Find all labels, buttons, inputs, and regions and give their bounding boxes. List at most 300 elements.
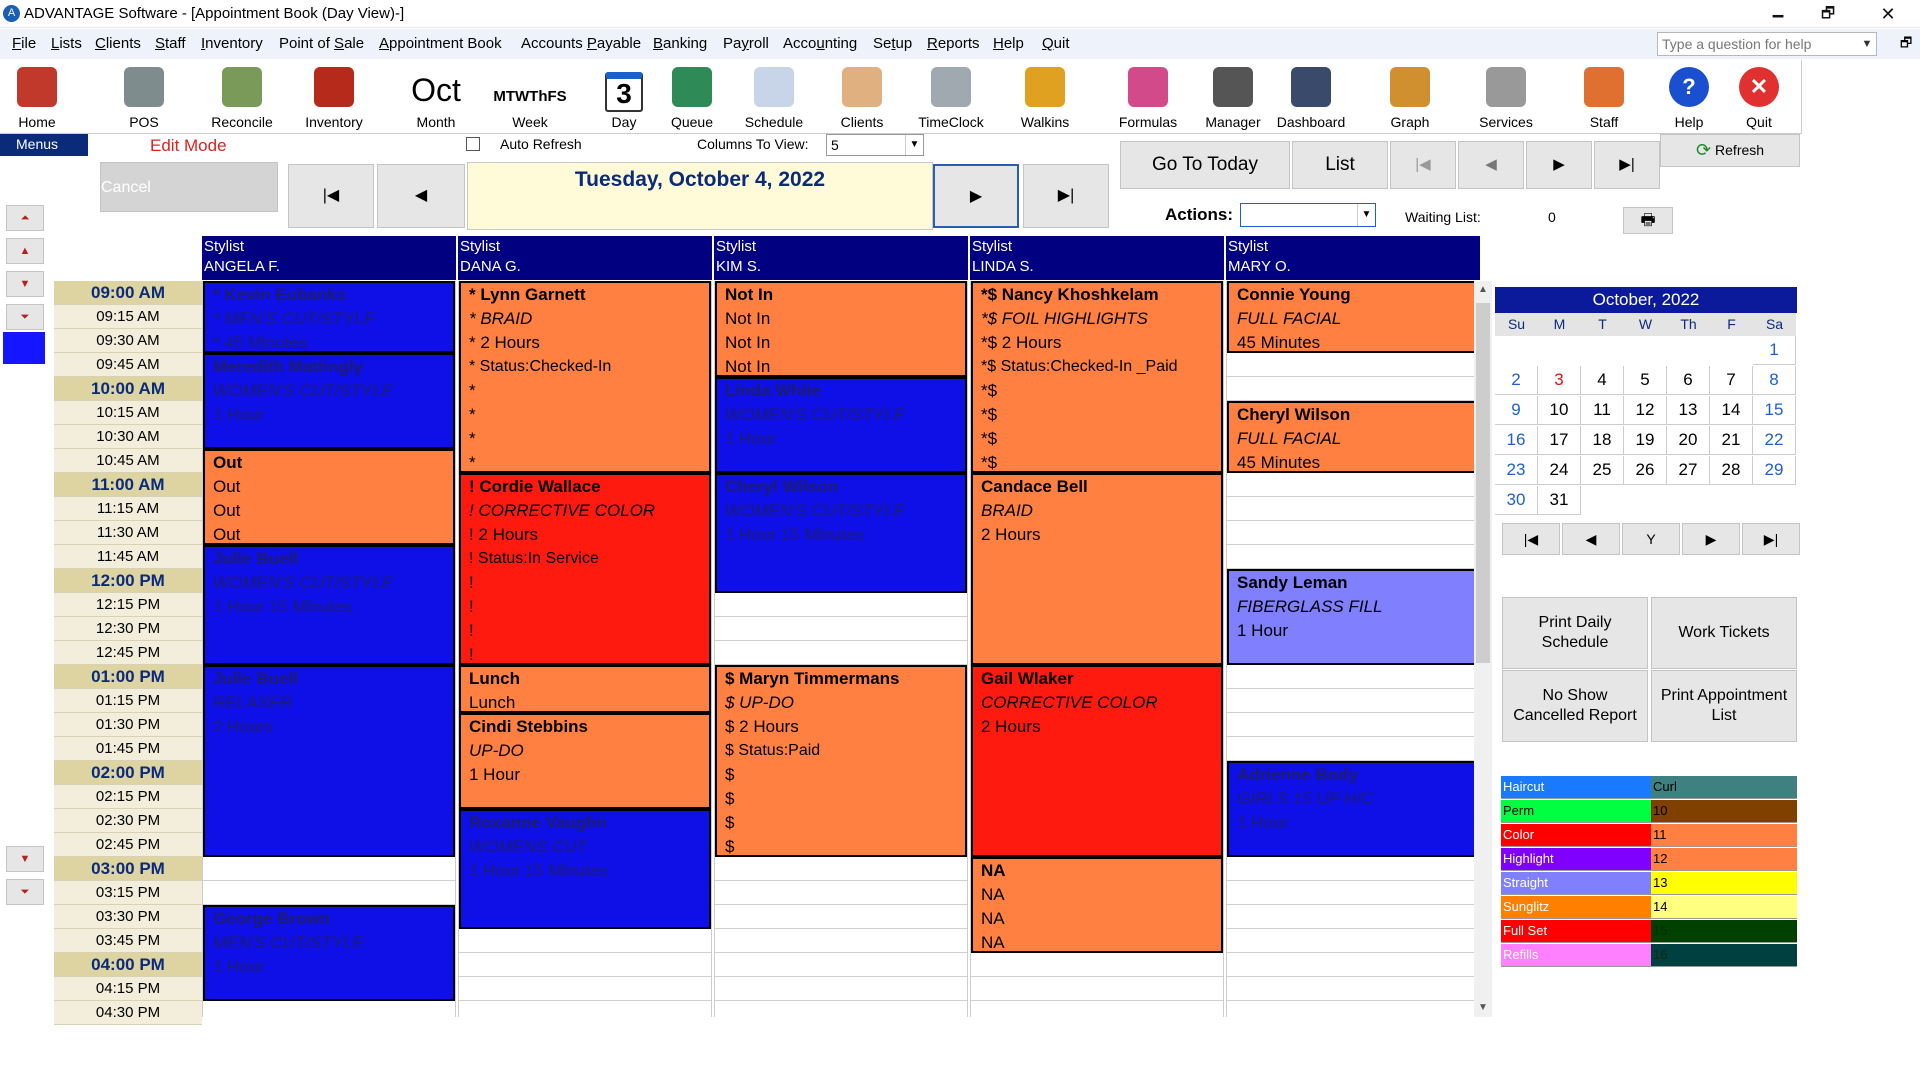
service-name: WOMENS CUT xyxy=(469,837,588,856)
time-slot-label: 02:00 PM xyxy=(54,761,202,785)
print-appointment-list-button[interactable]: Print Appointment List xyxy=(1651,670,1797,742)
appointment-block[interactable] xyxy=(459,281,711,473)
slot-line xyxy=(715,904,967,905)
calendar-day[interactable]: 14 xyxy=(1710,396,1753,425)
service-name: *$ FOIL HIGHLIGHTS xyxy=(981,309,1148,328)
time-slot-label: 09:15 AM xyxy=(54,305,202,329)
auto-refresh-checkbox[interactable]: Auto Refresh xyxy=(466,136,582,152)
time-slot-label: 10:15 AM xyxy=(54,401,202,425)
app-logo-icon: A xyxy=(3,5,20,22)
schedule-scrollbar[interactable] xyxy=(1474,281,1492,1017)
slot-line xyxy=(971,976,1223,977)
time-slot-label: 03:00 PM xyxy=(54,857,202,881)
calendar-weekday: W xyxy=(1624,313,1667,336)
slot-line xyxy=(1227,496,1479,497)
client-name: Lunch xyxy=(469,669,520,688)
chevron-up-icon[interactable]: ▲ xyxy=(1478,284,1488,295)
calendar-day[interactable]: 26 xyxy=(1624,456,1667,485)
clock-icon xyxy=(931,67,971,107)
appointment-block[interactable] xyxy=(203,545,455,665)
menu-item[interactable]: Clients xyxy=(95,35,141,52)
appointment-detail: * xyxy=(469,381,476,400)
appointment-block[interactable] xyxy=(715,281,967,377)
service-name: BRAID xyxy=(981,501,1033,520)
list-button[interactable]: List xyxy=(1292,141,1388,189)
checkbox-icon[interactable] xyxy=(466,137,480,151)
calendar-day[interactable]: 25 xyxy=(1581,456,1624,485)
slot-line xyxy=(1227,544,1479,545)
toolbar-label: Walkins xyxy=(1020,114,1070,130)
time-slot-label: 01:45 PM xyxy=(54,737,202,761)
calendar-day[interactable]: 10 xyxy=(1538,396,1581,425)
actions-label: Actions: xyxy=(1165,205,1233,224)
scroll-top-button[interactable]: ⏶ xyxy=(6,205,44,231)
calendar-weekday: Sa xyxy=(1753,313,1796,336)
appointment-detail: ! xyxy=(469,621,474,640)
chevron-down-icon[interactable]: ▼ xyxy=(1861,38,1873,50)
toolbar-label: Staff xyxy=(1589,114,1619,130)
toolbar-label: Formulas xyxy=(1118,114,1178,130)
prev-day-button[interactable]: ◀ xyxy=(377,164,465,228)
appointment-detail: Out xyxy=(213,525,241,544)
calendar-day[interactable]: 24 xyxy=(1538,456,1581,485)
printer-icon: 🖶 xyxy=(1640,212,1656,229)
calendar-day[interactable]: 21 xyxy=(1710,426,1753,455)
stylist-column[interactable] xyxy=(458,281,712,1017)
appointment-block[interactable] xyxy=(203,905,455,1001)
toolbar-label: TimeClock xyxy=(918,114,984,130)
scroll-bottom-button[interactable]: ⏷ xyxy=(6,304,44,330)
appointment-detail: NA xyxy=(981,909,1005,928)
money-icon xyxy=(222,67,262,107)
stylist-column-header xyxy=(202,236,456,280)
toolbar-clients-button[interactable] xyxy=(817,60,907,134)
client-name: Linda White xyxy=(725,381,822,400)
calendar-last-button[interactable]: ▶| xyxy=(1742,523,1800,555)
calendar-day[interactable]: 29 xyxy=(1753,456,1796,485)
menu-item[interactable]: Lists xyxy=(51,35,82,52)
slot-line xyxy=(1227,976,1479,977)
appointment-detail: $ xyxy=(725,813,735,832)
client-name: George Brown xyxy=(213,909,331,928)
calendar-day[interactable]: 15 xyxy=(1753,396,1796,425)
cancel-button[interactable]: Cancel xyxy=(100,162,278,212)
service-name: Lunch xyxy=(469,693,516,712)
legend-swatch: Sunglitz xyxy=(1501,896,1651,919)
calendar-day[interactable]: 27 xyxy=(1667,456,1710,485)
calendar-day[interactable]: 12 xyxy=(1624,396,1667,425)
toolbar-schedule-button[interactable] xyxy=(729,60,819,134)
no-show-cancelled-report-button[interactable]: No Show Cancelled Report xyxy=(1502,670,1648,742)
toolbar-manager-button[interactable] xyxy=(1188,60,1278,134)
current-date-display xyxy=(467,162,933,230)
dashboard-icon xyxy=(1291,67,1331,107)
columns-to-view-label: Columns To View: xyxy=(697,136,809,152)
toolbar-label: POS xyxy=(129,114,159,130)
toolbar-month-button[interactable] xyxy=(391,60,481,134)
scroll-down-button[interactable]: ▼ xyxy=(6,271,44,297)
time-slot-label: 01:30 PM xyxy=(54,713,202,737)
appointment-detail: 45 Minutes xyxy=(1237,333,1321,352)
formulas-icon xyxy=(1128,67,1168,107)
menu-item[interactable]: File xyxy=(12,35,37,52)
toolbar-label: Month xyxy=(416,114,456,130)
menu-item[interactable]: Accounts Payable xyxy=(521,35,642,52)
calendar-day[interactable]: 16 xyxy=(1495,426,1538,455)
toolbar-pos-button[interactable] xyxy=(99,60,189,134)
appointment-detail: Not In xyxy=(725,357,771,376)
calendar-day[interactable]: 31 xyxy=(1538,486,1581,515)
calendar-weekday: Th xyxy=(1667,313,1710,336)
client-name: Candace Bell xyxy=(981,477,1088,496)
prev-page-button[interactable]: ◀ xyxy=(1458,141,1524,189)
toolbar-label: Home xyxy=(18,114,56,130)
appointment-block[interactable] xyxy=(1227,761,1479,857)
slot-line xyxy=(1227,904,1479,905)
appointment-detail: 45 Minutes xyxy=(1237,453,1321,472)
calendar-prev-button[interactable]: ◀ xyxy=(1562,523,1620,555)
slot-line xyxy=(1227,712,1479,713)
client-name: Connie Young xyxy=(1237,285,1351,304)
slot-line xyxy=(1227,736,1479,737)
appointment-block[interactable] xyxy=(715,473,967,593)
client-name: Cindi Stebbins xyxy=(469,717,588,736)
stylist-column[interactable] xyxy=(202,281,456,1017)
legend-swatch: 15 xyxy=(1651,920,1797,943)
toolbar-dashboard-button[interactable] xyxy=(1266,60,1356,134)
slot-line xyxy=(715,616,967,617)
appointment-detail: $ 2 Hours xyxy=(725,717,799,736)
toolbar-label: Inventory xyxy=(305,114,363,130)
menu-item[interactable]: Staff xyxy=(155,35,186,52)
stylist-role: Stylist xyxy=(204,238,245,255)
stylist-name: ANGELA F. xyxy=(204,258,280,275)
client-name: NA xyxy=(981,861,1006,880)
toolbar-reconcile-button[interactable] xyxy=(197,60,287,134)
toolbar-label: Dashboard xyxy=(1276,114,1346,130)
menu-item[interactable]: Accounting xyxy=(783,35,858,52)
appointment-detail: *$ xyxy=(981,381,998,400)
calendar-next-button[interactable]: ▶ xyxy=(1682,523,1740,555)
slot-line xyxy=(715,952,967,953)
toolbar-inventory-button[interactable] xyxy=(289,60,379,134)
slot-line xyxy=(1227,688,1479,689)
stylist-column-header xyxy=(458,236,712,280)
calendar-weekday: Su xyxy=(1495,313,1538,336)
legend-swatch: Haircut xyxy=(1501,776,1651,799)
slot-line xyxy=(459,976,711,977)
appointment-detail: * 2 Hours xyxy=(469,333,540,352)
legend-swatch: Straight xyxy=(1501,872,1651,895)
time-slot-label: 03:30 PM xyxy=(54,905,202,929)
scrollbar-thumb[interactable] xyxy=(1476,303,1490,663)
appointment-block[interactable] xyxy=(1227,401,1479,473)
queue-icon xyxy=(672,67,712,107)
columns-to-view-select[interactable]: 5 ▼ xyxy=(826,134,924,156)
appointment-detail: Out xyxy=(213,501,241,520)
calendar-day[interactable]: 9 xyxy=(1495,396,1538,425)
appointment-detail: 2 Hours xyxy=(981,717,1041,736)
service-name: * BRAID xyxy=(469,309,533,328)
title-bar xyxy=(0,0,1920,28)
time-slot-label: 11:15 AM xyxy=(54,497,202,521)
walkins-icon xyxy=(1025,67,1065,107)
time-slot-label: 04:30 PM xyxy=(54,1001,202,1025)
calendar-day[interactable]: 3 xyxy=(1538,366,1581,395)
help-search-input[interactable]: Type a question for help ▼ xyxy=(1657,32,1877,56)
toolbar-home-button[interactable] xyxy=(0,60,82,134)
appointment-block[interactable] xyxy=(971,857,1223,953)
client-name: Roxanne Vaughn xyxy=(469,813,607,832)
edit-mode-label: Edit Mode xyxy=(150,136,227,155)
scroll-up-button[interactable]: ▲ xyxy=(6,238,44,264)
client-name: * Kevin Eubanks xyxy=(213,285,347,304)
appointment-block[interactable] xyxy=(971,665,1223,857)
appointment-block[interactable] xyxy=(971,281,1223,473)
restore-child-icon[interactable]: 🗗 xyxy=(1900,35,1913,50)
calendar-weekday: F xyxy=(1710,313,1753,336)
calendar-day[interactable]: 5 xyxy=(1624,366,1667,395)
go-to-today-button[interactable]: Go To Today xyxy=(1120,141,1290,189)
slot-line xyxy=(203,880,455,881)
actions-select[interactable] xyxy=(1240,203,1376,227)
toolbar-graph-button[interactable] xyxy=(1365,60,1455,134)
main-toolbar xyxy=(0,60,1802,134)
legend-swatch: Perm xyxy=(1501,800,1651,823)
time-slot-label: 09:30 AM xyxy=(54,329,202,353)
appointment-detail: *$ xyxy=(981,453,998,472)
time-slot-label: 12:30 PM xyxy=(54,617,202,641)
stylist-role: Stylist xyxy=(972,238,1013,255)
toolbar-label: Schedule xyxy=(744,114,804,130)
appointment-detail: ! xyxy=(469,645,474,664)
appointment-block[interactable] xyxy=(203,449,455,545)
last-page-button[interactable]: ▶| xyxy=(1594,141,1660,189)
appointment-detail: 1 Hour 15 Minutes xyxy=(213,597,352,616)
time-slot-label: 10:30 AM xyxy=(54,425,202,449)
toolbar-quit-button[interactable] xyxy=(1714,60,1804,134)
calendar-day[interactable]: 19 xyxy=(1624,426,1667,455)
calendar-day[interactable]: 4 xyxy=(1581,366,1624,395)
appointment-block[interactable] xyxy=(1227,281,1479,353)
calendar-day[interactable]: 18 xyxy=(1581,426,1624,455)
calendar-day[interactable]: 11 xyxy=(1581,396,1624,425)
current-slot-indicator xyxy=(3,332,45,364)
menu-item[interactable]: Payroll xyxy=(723,35,769,52)
client-name: Cheryl Wilson xyxy=(725,477,839,496)
next-day-button[interactable]: ▶ xyxy=(933,164,1019,228)
appointment-detail: $ xyxy=(725,765,735,784)
stylist-role: Stylist xyxy=(716,238,757,255)
toolbar-label: Reconcile xyxy=(211,114,273,130)
service-name: Out xyxy=(213,477,241,496)
appointment-block[interactable] xyxy=(459,473,711,665)
calendar-day[interactable]: 17 xyxy=(1538,426,1581,455)
time-slot-label: 01:00 PM xyxy=(54,665,202,689)
appointment-detail: * Status:Checked-In xyxy=(469,358,612,375)
calendar-day[interactable]: 22 xyxy=(1753,426,1796,455)
service-name: NA xyxy=(981,885,1005,904)
appointment-block[interactable] xyxy=(203,665,455,857)
appointment-detail: *$ Status:Checked-In _Paid xyxy=(981,358,1178,375)
appointment-detail: ! xyxy=(469,597,474,616)
calendar-day[interactable]: 23 xyxy=(1495,456,1538,485)
waiting-list-count: 0 xyxy=(1548,209,1556,225)
appointment-detail: 1 Hour xyxy=(725,429,777,448)
menus-button[interactable]: Menus xyxy=(0,134,88,156)
appointment-block[interactable] xyxy=(715,665,967,857)
calendar-day[interactable]: 8 xyxy=(1753,366,1796,395)
chevron-down-icon[interactable]: ▼ xyxy=(905,135,923,155)
legend-swatch: Full Set xyxy=(1501,920,1651,943)
appointment-detail: *$ xyxy=(981,429,998,448)
appointment-block[interactable] xyxy=(971,473,1223,665)
appointment-detail: 1 Hour xyxy=(1237,621,1289,640)
work-tickets-button[interactable]: Work Tickets xyxy=(1651,597,1797,669)
appointment-block[interactable] xyxy=(715,377,967,473)
toolbar-label: Help xyxy=(1674,114,1704,130)
refresh-button[interactable]: ⟳ Refresh xyxy=(1660,134,1800,167)
service-name: ! CORRECTIVE COLOR xyxy=(469,501,656,520)
toolbar-queue-button[interactable] xyxy=(647,60,737,134)
legend-swatch: 14 xyxy=(1651,896,1797,919)
home-icon xyxy=(17,67,57,107)
next-page-button[interactable]: ▶ xyxy=(1526,141,1592,189)
client-name: ! Cordie Wallace xyxy=(469,477,601,496)
toolbar-label: Clients xyxy=(840,114,884,130)
appointment-detail: 1 Hour xyxy=(213,957,265,976)
toolbar-week-button[interactable] xyxy=(485,60,575,134)
client-name: * Lynn Garnett xyxy=(469,285,586,304)
stylist-role: Stylist xyxy=(460,238,501,255)
appointment-block[interactable] xyxy=(459,665,711,713)
calendar-day[interactable]: 7 xyxy=(1710,366,1753,395)
first-page-button[interactable]: |◀ xyxy=(1390,141,1456,189)
appointment-detail: ! Status:In Service xyxy=(469,550,599,567)
menu-bar xyxy=(0,29,1920,59)
service-name: UP-DO xyxy=(469,741,524,760)
stylist-name: LINDA S. xyxy=(972,258,1034,275)
toolbar-services-button[interactable] xyxy=(1461,60,1551,134)
slot-line xyxy=(1227,880,1479,881)
calendar-first-button[interactable]: |◀ xyxy=(1502,523,1560,555)
menu-item[interactable]: Setup xyxy=(873,35,913,52)
chevron-down-icon[interactable]: ▼ xyxy=(1478,1002,1488,1013)
print-daily-schedule-button[interactable]: Print Daily Schedule xyxy=(1502,597,1648,669)
appointment-detail: $ xyxy=(725,837,735,856)
legend-swatch: 13 xyxy=(1651,872,1797,895)
legend-swatch: Highlight xyxy=(1501,848,1651,871)
legend-swatch: 10 xyxy=(1651,800,1797,823)
calendar-day[interactable]: 13 xyxy=(1667,396,1710,425)
appointment-detail: * xyxy=(469,405,476,424)
cash-register-icon xyxy=(124,67,164,107)
stylist-column-header xyxy=(714,236,968,280)
service-name: Not In xyxy=(725,309,771,328)
time-slot-label: 11:45 AM xyxy=(54,545,202,569)
menu-item[interactable]: Help xyxy=(993,35,1024,52)
scroll-down-button[interactable]: ▼ xyxy=(6,846,44,872)
calendar-day[interactable]: 1 xyxy=(1753,336,1796,365)
appointment-detail: 1 Hour xyxy=(469,765,521,784)
time-slot-label: 02:30 PM xyxy=(54,809,202,833)
toolbar-label: Day xyxy=(611,114,637,130)
time-slot-label: 10:45 AM xyxy=(54,449,202,473)
appointment-block[interactable] xyxy=(203,281,455,353)
stylist-column[interactable] xyxy=(714,281,968,1017)
chevron-down-icon[interactable]: ▼ xyxy=(1357,204,1375,226)
time-slot-label: 02:15 PM xyxy=(54,785,202,809)
stylist-name: DANA G. xyxy=(460,258,521,275)
menu-item[interactable]: Appointment Book xyxy=(379,35,502,52)
close-window-button[interactable]: ✕ xyxy=(1880,4,1896,24)
appointment-detail: 2 Hours xyxy=(213,717,273,736)
client-name: Sandy Leman xyxy=(1237,573,1348,592)
calendar-month-title: October, 2022 xyxy=(1495,287,1797,313)
appointment-detail: $ Status:Paid xyxy=(725,742,821,759)
calendar-day[interactable]: 6 xyxy=(1667,366,1710,395)
service-name: FULL FACIAL xyxy=(1237,429,1342,448)
service-name: WOMEN'S CUT/STYLE xyxy=(725,501,905,520)
month-icon: Oct xyxy=(411,72,461,108)
slot-line xyxy=(715,928,967,929)
appointment-detail: Not In xyxy=(725,333,771,352)
stylist-role: Stylist xyxy=(1228,238,1269,255)
stylist-column[interactable] xyxy=(970,281,1224,1017)
menu-item[interactable]: Inventory xyxy=(201,35,263,52)
menu-item[interactable]: Banking xyxy=(653,35,708,52)
menu-item[interactable]: Reports xyxy=(927,35,980,52)
calendar-day[interactable]: 2 xyxy=(1495,366,1538,395)
toolbar-timeclock-button[interactable] xyxy=(906,60,996,134)
restore-button[interactable]: 🗗 xyxy=(1820,5,1836,22)
slot-line xyxy=(459,952,711,953)
manager-icon xyxy=(1213,67,1253,107)
last-day-button[interactable]: ▶| xyxy=(1023,164,1109,228)
time-column xyxy=(54,281,202,1021)
toolbar-label: Services xyxy=(1479,114,1533,130)
time-slot-label: 03:45 PM xyxy=(54,929,202,953)
first-day-button[interactable]: |◀ xyxy=(288,164,374,228)
legend-swatch: 12 xyxy=(1651,848,1797,871)
menu-item[interactable]: Point of Sale xyxy=(279,35,365,52)
appointment-block[interactable] xyxy=(459,713,711,809)
calendar-day[interactable]: 30 xyxy=(1495,486,1538,515)
service-name: WOMEN'S CUT/STYLE xyxy=(213,573,393,592)
toolbar-staff-button[interactable] xyxy=(1559,60,1649,134)
toolbar-walkins-button[interactable] xyxy=(1000,60,1090,134)
appointment-block[interactable] xyxy=(459,809,711,929)
time-slot-label: 01:15 PM xyxy=(54,689,202,713)
appointment-block[interactable] xyxy=(1227,569,1479,665)
calendar-day[interactable]: 20 xyxy=(1667,426,1710,455)
stylist-column[interactable] xyxy=(1226,281,1480,1017)
minimize-button[interactable]: 🗕 xyxy=(1771,4,1785,24)
calendar-year-button[interactable]: Y xyxy=(1622,523,1680,555)
appointment-block[interactable] xyxy=(203,353,455,449)
appointment-detail: NA xyxy=(981,933,1005,952)
time-slot-label: 12:45 PM xyxy=(54,641,202,665)
scroll-bottom-button[interactable]: ⏷ xyxy=(6,879,44,905)
slot-line xyxy=(1227,928,1479,929)
client-name: Meredith Mattingly xyxy=(213,357,364,376)
toolbar-label: Queue xyxy=(670,114,714,130)
calendar-day[interactable]: 28 xyxy=(1710,456,1753,485)
toolbar-formulas-button[interactable] xyxy=(1103,60,1193,134)
print-button[interactable] xyxy=(1623,207,1673,234)
menu-item[interactable]: Quit xyxy=(1042,35,1070,52)
time-slot-label: 09:00 AM xyxy=(54,281,202,305)
